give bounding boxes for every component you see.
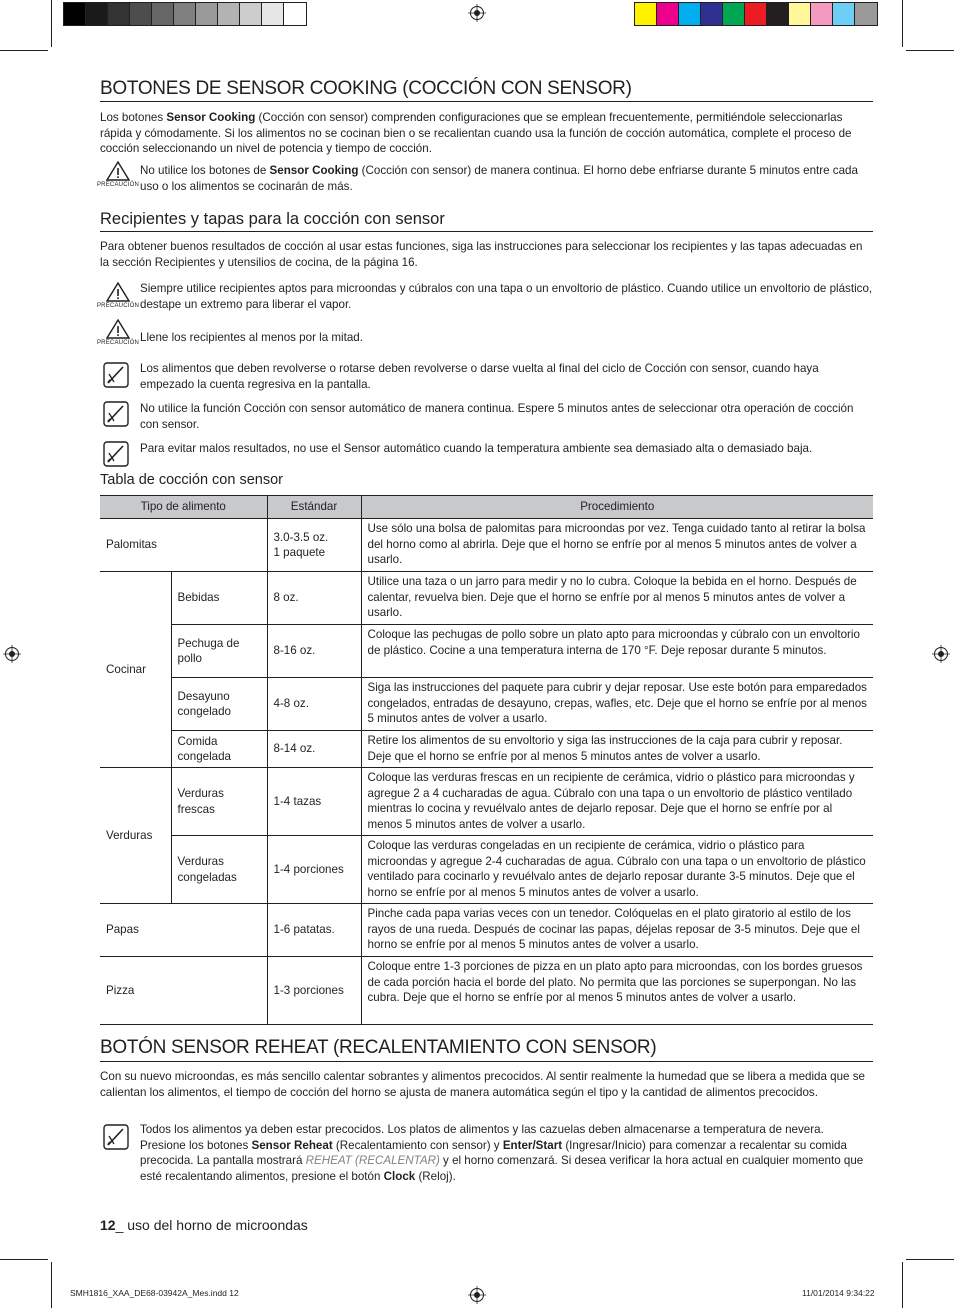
table-row bbox=[100, 957, 873, 1025]
color-swatch bbox=[240, 3, 262, 25]
page-number: 12 bbox=[100, 1217, 116, 1233]
note-text: Todos los alimentos ya deben estar precocidos. Los platos de alimentos y las cazuelas deben almacenarse a temperatura de nevera. Presione los botones Sensor Reheat (Recalentamiento con sensor) y Enter/Start (Ingresar/Inicio) para comenzar a recalentar su comida precocida. La pantalla mostrará REHEAT (RECALENTAR) y el horno comenzará. Si desea verificar la hora actual en cualquier momento que esté recalentando alimentos, presione el botón Clock (Reloj). bbox=[140, 1123, 864, 1183]
group-cell: Cocinar bbox=[100, 572, 171, 768]
caution-label: PRECAUCIÓN bbox=[96, 182, 139, 188]
color-swatch bbox=[174, 3, 196, 25]
registration-mark-icon bbox=[468, 1286, 486, 1304]
standard-cell: 1-4 tazas bbox=[267, 768, 361, 836]
crop-mark bbox=[906, 1259, 954, 1260]
grayscale-color-bar bbox=[63, 2, 307, 26]
column-header: Procedimiento bbox=[361, 496, 873, 519]
note-icon bbox=[103, 441, 129, 467]
column-header: Estándar bbox=[267, 496, 361, 519]
procedure-cell: Coloque las pechugas de pollo sobre un plato apto para microondas y cúbralo con un envoltorio de plástico. Cocine a una temperatura interna de 170 °F. Deje reposar durante 5 minutos. bbox=[361, 625, 873, 678]
food-cell: Desayuno congelado bbox=[171, 678, 267, 731]
subtitle-rule bbox=[100, 231, 873, 232]
page-footer bbox=[100, 1217, 308, 1233]
color-swatch bbox=[723, 3, 745, 25]
color-swatch bbox=[86, 3, 108, 25]
standard-cell: 3.0-3.5 oz. 1 paquete bbox=[267, 519, 361, 572]
registration-mark-icon bbox=[932, 645, 950, 663]
color-swatch bbox=[855, 3, 877, 25]
slug-date: 11/01/2014 9:34:22 bbox=[802, 1288, 875, 1298]
note-icon bbox=[103, 1124, 129, 1150]
color-swatch bbox=[745, 3, 767, 25]
crop-mark bbox=[906, 50, 954, 51]
food-cell: Papas bbox=[100, 904, 267, 957]
standard-cell: 8 oz. bbox=[267, 572, 361, 625]
procedure-cell: Siga las instrucciones del paquete para cubrir y dejar reposar. Use este botón para emparedados congelados, entradas de desayuno, crepas, wafles, etc. Deje que el horno se enfríe por al menos 5 minutos antes de volver a usarlo. bbox=[361, 678, 873, 731]
group-cell: Verduras bbox=[100, 768, 171, 904]
standard-cell: 1-4 porciones bbox=[267, 836, 361, 904]
color-swatch bbox=[262, 3, 284, 25]
caution-text: Siempre utilice recipientes aptos para microondas y cúbralos con una tapa o un envoltorio de plástico. Cuando utilice un envoltorio de plástico, destape un extremo para liberar el vapor. bbox=[140, 282, 873, 311]
food-cell: Verduras congeladas bbox=[171, 836, 267, 904]
crop-mark bbox=[902, 0, 903, 47]
table-row bbox=[100, 904, 873, 957]
procedure-cell: Utilice una taza o un jarro para medir y no lo cubra. Coloque la bebida en el horno. Después de calentar, revuelva bien. Deje que el horno se enfríe por al menos 5 minutos antes de volver a usarlo. bbox=[361, 572, 873, 625]
color-swatch bbox=[701, 3, 723, 25]
section-title-sensor-cooking: BOTONES DE SENSOR COOKING (COCCIÓN CON SENSOR) bbox=[100, 78, 632, 99]
procedure-cell: Use sólo una bolsa de palomitas para microondas por vez. Tenga cuidado tanto al retirar la bolsa del horno como al abrirla. Deje que el horno se enfríe por al menos 5 minutos antes de volver a usarlo. bbox=[361, 519, 873, 572]
caution-label: PRECAUCIÓN bbox=[96, 340, 139, 346]
table-caption: Tabla de cocción con sensor bbox=[100, 472, 283, 488]
food-cell: Pechuga de pollo bbox=[171, 625, 267, 678]
color-swatch bbox=[635, 3, 657, 25]
crop-mark bbox=[902, 1262, 903, 1308]
color-swatch bbox=[196, 3, 218, 25]
food-cell: Verduras frescas bbox=[171, 768, 267, 836]
caution-text: Llene los recipientes al menos por la mitad. bbox=[140, 331, 363, 344]
standard-cell: 1-6 patatas. bbox=[267, 904, 361, 957]
table-row bbox=[100, 678, 873, 731]
sensor-cooking-intro: Los botones Sensor Cooking (Cocción con sensor) comprenden configuraciones que se emplean frecuentemente, permitiéndole seleccionarlas rápida y cómodamente. Si los alimentos no se cocinan bien o se recalientan cuando usa la función de cocción automática, complete el proceso de cocción seleccionando un nivel de potencia y tiempo de cocción. bbox=[100, 111, 852, 155]
color-swatch bbox=[657, 3, 679, 25]
table-header-row bbox=[100, 496, 873, 519]
title-rule bbox=[100, 1061, 873, 1062]
section-title-sensor-reheat: BOTÓN SENSOR REHEAT (RECALENTAMIENTO CON SENSOR) bbox=[100, 1037, 657, 1058]
process-color-bar bbox=[634, 2, 878, 26]
procedure-cell: Coloque entre 1-3 porciones de pizza en un plato apto para microondas, con los bordes gruesos de cada porción hacia el borde del plato. No permita que las porciones se superpongan. No las cubra. Deje que el horno se enfríe por al menos 5 minutos antes de volver a usarlo. bbox=[361, 957, 873, 1025]
caution-text: No utilice los botones de Sensor Cooking (Cocción con sensor) de manera continua. El horno debe enfriarse durante 5 minutos entre cada uso o los alimentos se cocinarán de más. bbox=[140, 164, 858, 193]
standard-cell: 8-16 oz. bbox=[267, 625, 361, 678]
note-icon bbox=[103, 362, 129, 388]
color-swatch bbox=[811, 3, 833, 25]
color-swatch bbox=[152, 3, 174, 25]
procedure-cell: Pinche cada papa varias veces con un tenedor. Colóquelas en el plato giratorio al estilo de los rayos de una rueda. Después de cocinar las papas, déjelas reposar de 3-5 minutos. Deje que el horno se enfríe por al menos 5 minutos antes de volver a usarlo. bbox=[361, 904, 873, 957]
color-swatch bbox=[108, 3, 130, 25]
procedure-cell: Coloque las verduras congeladas en un recipiente de cerámica, vidrio o plástico para microondas y agregue 2-4 cucharadas de agua. Cúbralo con una tapa o un envoltorio de plástico ventilado para cocinarlo y revuélvalo antes de dejarlo reposar durante 3-5 minutos. Deje que el horno se enfríe por al menos 5 minutos antes de volver a usarlo. bbox=[361, 836, 873, 904]
standard-cell: 4-8 oz. bbox=[267, 678, 361, 731]
registration-mark-icon bbox=[3, 645, 21, 663]
section-title-containers: Recipientes y tapas para la cocción con sensor bbox=[100, 210, 445, 228]
caution-icon bbox=[96, 282, 140, 312]
note-icon bbox=[103, 401, 129, 427]
page-footer-text: _ uso del horno de microondas bbox=[115, 1217, 308, 1233]
table-row bbox=[100, 519, 873, 572]
procedure-cell: Coloque las verduras frescas en un recipiente de cerámica, vidrio o plástico para microondas y agregue 2 a 4 cucharadas de agua. Cúbralo con una tapa o un envoltorio de plástico ventilado mientras lo cocina y revuélvalo antes de dejarlo reposar. Deje que el horno se enfríe por al menos 5 minutos antes de volver a usarlo. bbox=[361, 768, 873, 836]
column-header: Tipo de alimento bbox=[100, 496, 267, 519]
procedure-cell: Retire los alimentos de su envoltorio y siga las instrucciones de la caja para cubrir y reposar. Deje que el horno se enfríe por al menos 5 minutos antes de volver a usarlo. bbox=[361, 731, 873, 768]
caution-icon bbox=[96, 319, 140, 349]
table-row bbox=[100, 625, 873, 678]
color-swatch bbox=[789, 3, 811, 25]
note-text: Para evitar malos resultados, no use el Sensor automático cuando la temperatura ambiente sea demasiado alta o demasiado baja. bbox=[140, 442, 813, 455]
color-swatch bbox=[833, 3, 855, 25]
crop-mark bbox=[0, 1259, 48, 1260]
sensor-reheat-intro: Con su nuevo microondas, es más sencillo calentar sobrantes y alimentos precocidos. Al sentir realmente la humedad que se libera a medida que se calientan los alimentos, el tiempo de cocción del horno se ajusta de manera automática según el tipo y la cantidad de alimentos precocidos. bbox=[100, 1070, 865, 1099]
color-swatch bbox=[218, 3, 240, 25]
food-cell: Palomitas bbox=[100, 519, 267, 572]
crop-mark bbox=[51, 0, 52, 47]
containers-intro: Para obtener buenos resultados de cocción al usar estas funciones, siga las instrucciones para seleccionar los recipientes y las tapas adecuadas en la sección Recipientes y utensilios de cocina, de la página 16. bbox=[100, 240, 863, 269]
caution-label: PRECAUCIÓN bbox=[96, 303, 139, 309]
food-cell: Comida congelada bbox=[171, 731, 267, 768]
note-text: No utilice la función Cocción con sensor automático de manera continua. Espere 5 minutos antes de seleccionar otra operación de cocción con sensor. bbox=[140, 402, 854, 431]
title-rule bbox=[100, 101, 873, 102]
color-swatch bbox=[284, 3, 306, 25]
note-text: Los alimentos que deben revolverse o rotarse deben revolverse o darse vuelta al final del ciclo de Cocción con sensor, cuando haya empezado la cuenta regresiva en la pantalla. bbox=[140, 362, 819, 391]
food-cell: Bebidas bbox=[171, 572, 267, 625]
table-row bbox=[100, 731, 873, 768]
color-swatch bbox=[64, 3, 86, 25]
color-swatch bbox=[679, 3, 701, 25]
caution-icon bbox=[96, 161, 140, 191]
sensor-cooking-table bbox=[100, 495, 873, 1025]
food-cell: Pizza bbox=[100, 957, 267, 1025]
color-swatch bbox=[130, 3, 152, 25]
slug-filename: SMH1816_XAA_DE68-03942A_Mes.indd 12 bbox=[70, 1288, 239, 1298]
table-row bbox=[100, 572, 873, 625]
table-row bbox=[100, 836, 873, 904]
table-row bbox=[100, 768, 873, 836]
color-swatch bbox=[767, 3, 789, 25]
crop-mark bbox=[0, 50, 48, 51]
registration-mark-icon bbox=[468, 4, 486, 22]
standard-cell: 1-3 porciones bbox=[267, 957, 361, 1025]
crop-mark bbox=[51, 1262, 52, 1308]
standard-cell: 8-14 oz. bbox=[267, 731, 361, 768]
